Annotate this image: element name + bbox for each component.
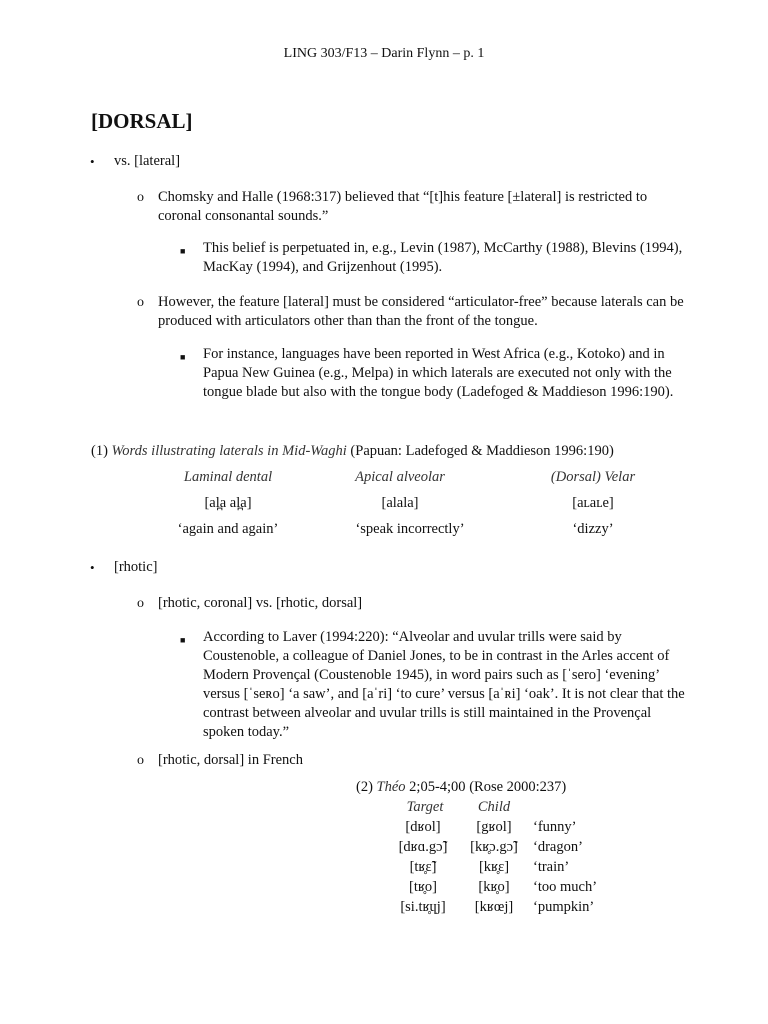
- gloss: ‘dragon’: [533, 839, 583, 855]
- section-heading: [DORSAL]: [91, 109, 193, 133]
- rhotic-coronal-vs-dorsal: [rhotic, coronal] vs. [rhotic, dorsal]: [158, 595, 363, 611]
- gloss: ‘funny’: [533, 819, 577, 835]
- sub-bullet-marker: o: [137, 190, 144, 205]
- column-header: (Dorsal) Velar: [550, 469, 636, 485]
- column-header: Apical alveolar: [355, 469, 445, 485]
- child-form: [kʁ̥ɔ.gɔ̃]: [470, 839, 518, 855]
- gloss: ‘dizzy’: [572, 521, 614, 537]
- column-header-child: Child: [477, 799, 511, 815]
- target-form: [tʁ̥ɛ̃]: [409, 859, 437, 875]
- example-1-caption: [91, 442, 731, 461]
- ipa-form: [alala]: [381, 495, 419, 511]
- target-form: [tʁ̥o]: [408, 879, 437, 895]
- gloss: ‘too much’: [533, 879, 598, 895]
- example-1-title: Words illustrating laterals in Mid-Waghi: [111, 443, 347, 459]
- bullet-lateral: vs. [lateral]: [114, 153, 181, 169]
- example-2-source: (Rose 2000:237): [469, 779, 567, 795]
- child-form: [kʁœj]: [474, 899, 514, 915]
- target-form: [dʁɑ.gɔ̃]: [398, 839, 448, 855]
- square-bullet-marker: ■: [180, 246, 186, 256]
- west-africa-paragraph: For instance, languages have been reported in West Africa (e.g., Kotoko) and in Papua New Guinea (e.g., Melpa) in which laterals are executed not only with the tongue blade but also with the tongue body (Ladefoged & Maddieson 1996:190).: [203, 346, 674, 400]
- example-1-source: (Papuan: Ladefoged & Maddieson 1996:190): [350, 443, 614, 459]
- gloss: ‘pumpkin’: [533, 899, 595, 915]
- belief-perpetuated-paragraph: This belief is perpetuated in, e.g., Levin (1987), McCarthy (1988), Blevins (1994), MacKay (1994), and Grijzenhout (1995).: [203, 240, 683, 275]
- sub-bullet-marker: o: [137, 295, 144, 310]
- example-1-number: (1): [91, 443, 108, 459]
- gloss: ‘train’: [533, 859, 570, 875]
- sub-bullet-marker: o: [137, 753, 144, 768]
- target-form: [si.tʁ̥ɥj]: [400, 899, 446, 915]
- sub-bullet-marker: o: [137, 596, 144, 611]
- gloss: ‘speak incorrectly’: [355, 521, 465, 537]
- child-form: [kʁ̥ɛ]: [478, 859, 510, 875]
- child-form: [gʁol]: [476, 819, 512, 835]
- example-2-number: (2): [356, 779, 373, 795]
- ipa-form: [aʟaʟe]: [572, 495, 614, 511]
- laver-quote-paragraph: According to Laver (1994:220): “Alveolar and uvular trills were said by Coustenoble, a colleague of Daniel Jones, to be in contrast in the Arles accent of Modern Provençal (Coustenoble 1945), in word pairs such as [ˈsero] ‘evening’ versus [ˈseʀo] ‘a saw’, and [aˈri] ‘to cure’ versus [aˈʀi] ‘oak’. It is not clear that the contrast between alveolar and uvular trills is still maintained in the Provençal spoken today.”: [203, 629, 685, 740]
- square-bullet-marker: ■: [180, 352, 186, 362]
- bullet-marker: •: [90, 154, 95, 169]
- example-2-caption: [356, 778, 566, 797]
- column-header-target: Target: [406, 799, 444, 815]
- example-2-name: Théo: [376, 779, 406, 795]
- ipa-form: [al̪a al̪a]: [204, 495, 252, 511]
- column-header: Laminal dental: [183, 469, 273, 485]
- rhotic-dorsal-french: [rhotic, dorsal] in French: [158, 752, 303, 768]
- bullet-marker: •: [90, 560, 95, 575]
- page-header: LING 303/F13 – Darin Flynn – p. 1: [283, 46, 485, 61]
- square-bullet-marker: ■: [180, 635, 186, 645]
- gloss: ‘again and again’: [177, 521, 279, 537]
- bullet-rhotic: [rhotic]: [114, 559, 158, 575]
- chomsky-halle-paragraph: Chomsky and Halle (1968:317) believed that “[t]his feature [±lateral] is restricted to coronal consonantal sounds.”: [158, 189, 648, 224]
- target-form: [dʁol]: [405, 819, 441, 835]
- example-2-age: 2;05-4;00: [409, 779, 466, 795]
- child-form: [kʁ̥o]: [478, 879, 510, 895]
- articulator-free-paragraph: However, the feature [lateral] must be considered “articulator-free” because laterals can be produced with articulators other than than the front of the tongue.: [158, 294, 684, 329]
